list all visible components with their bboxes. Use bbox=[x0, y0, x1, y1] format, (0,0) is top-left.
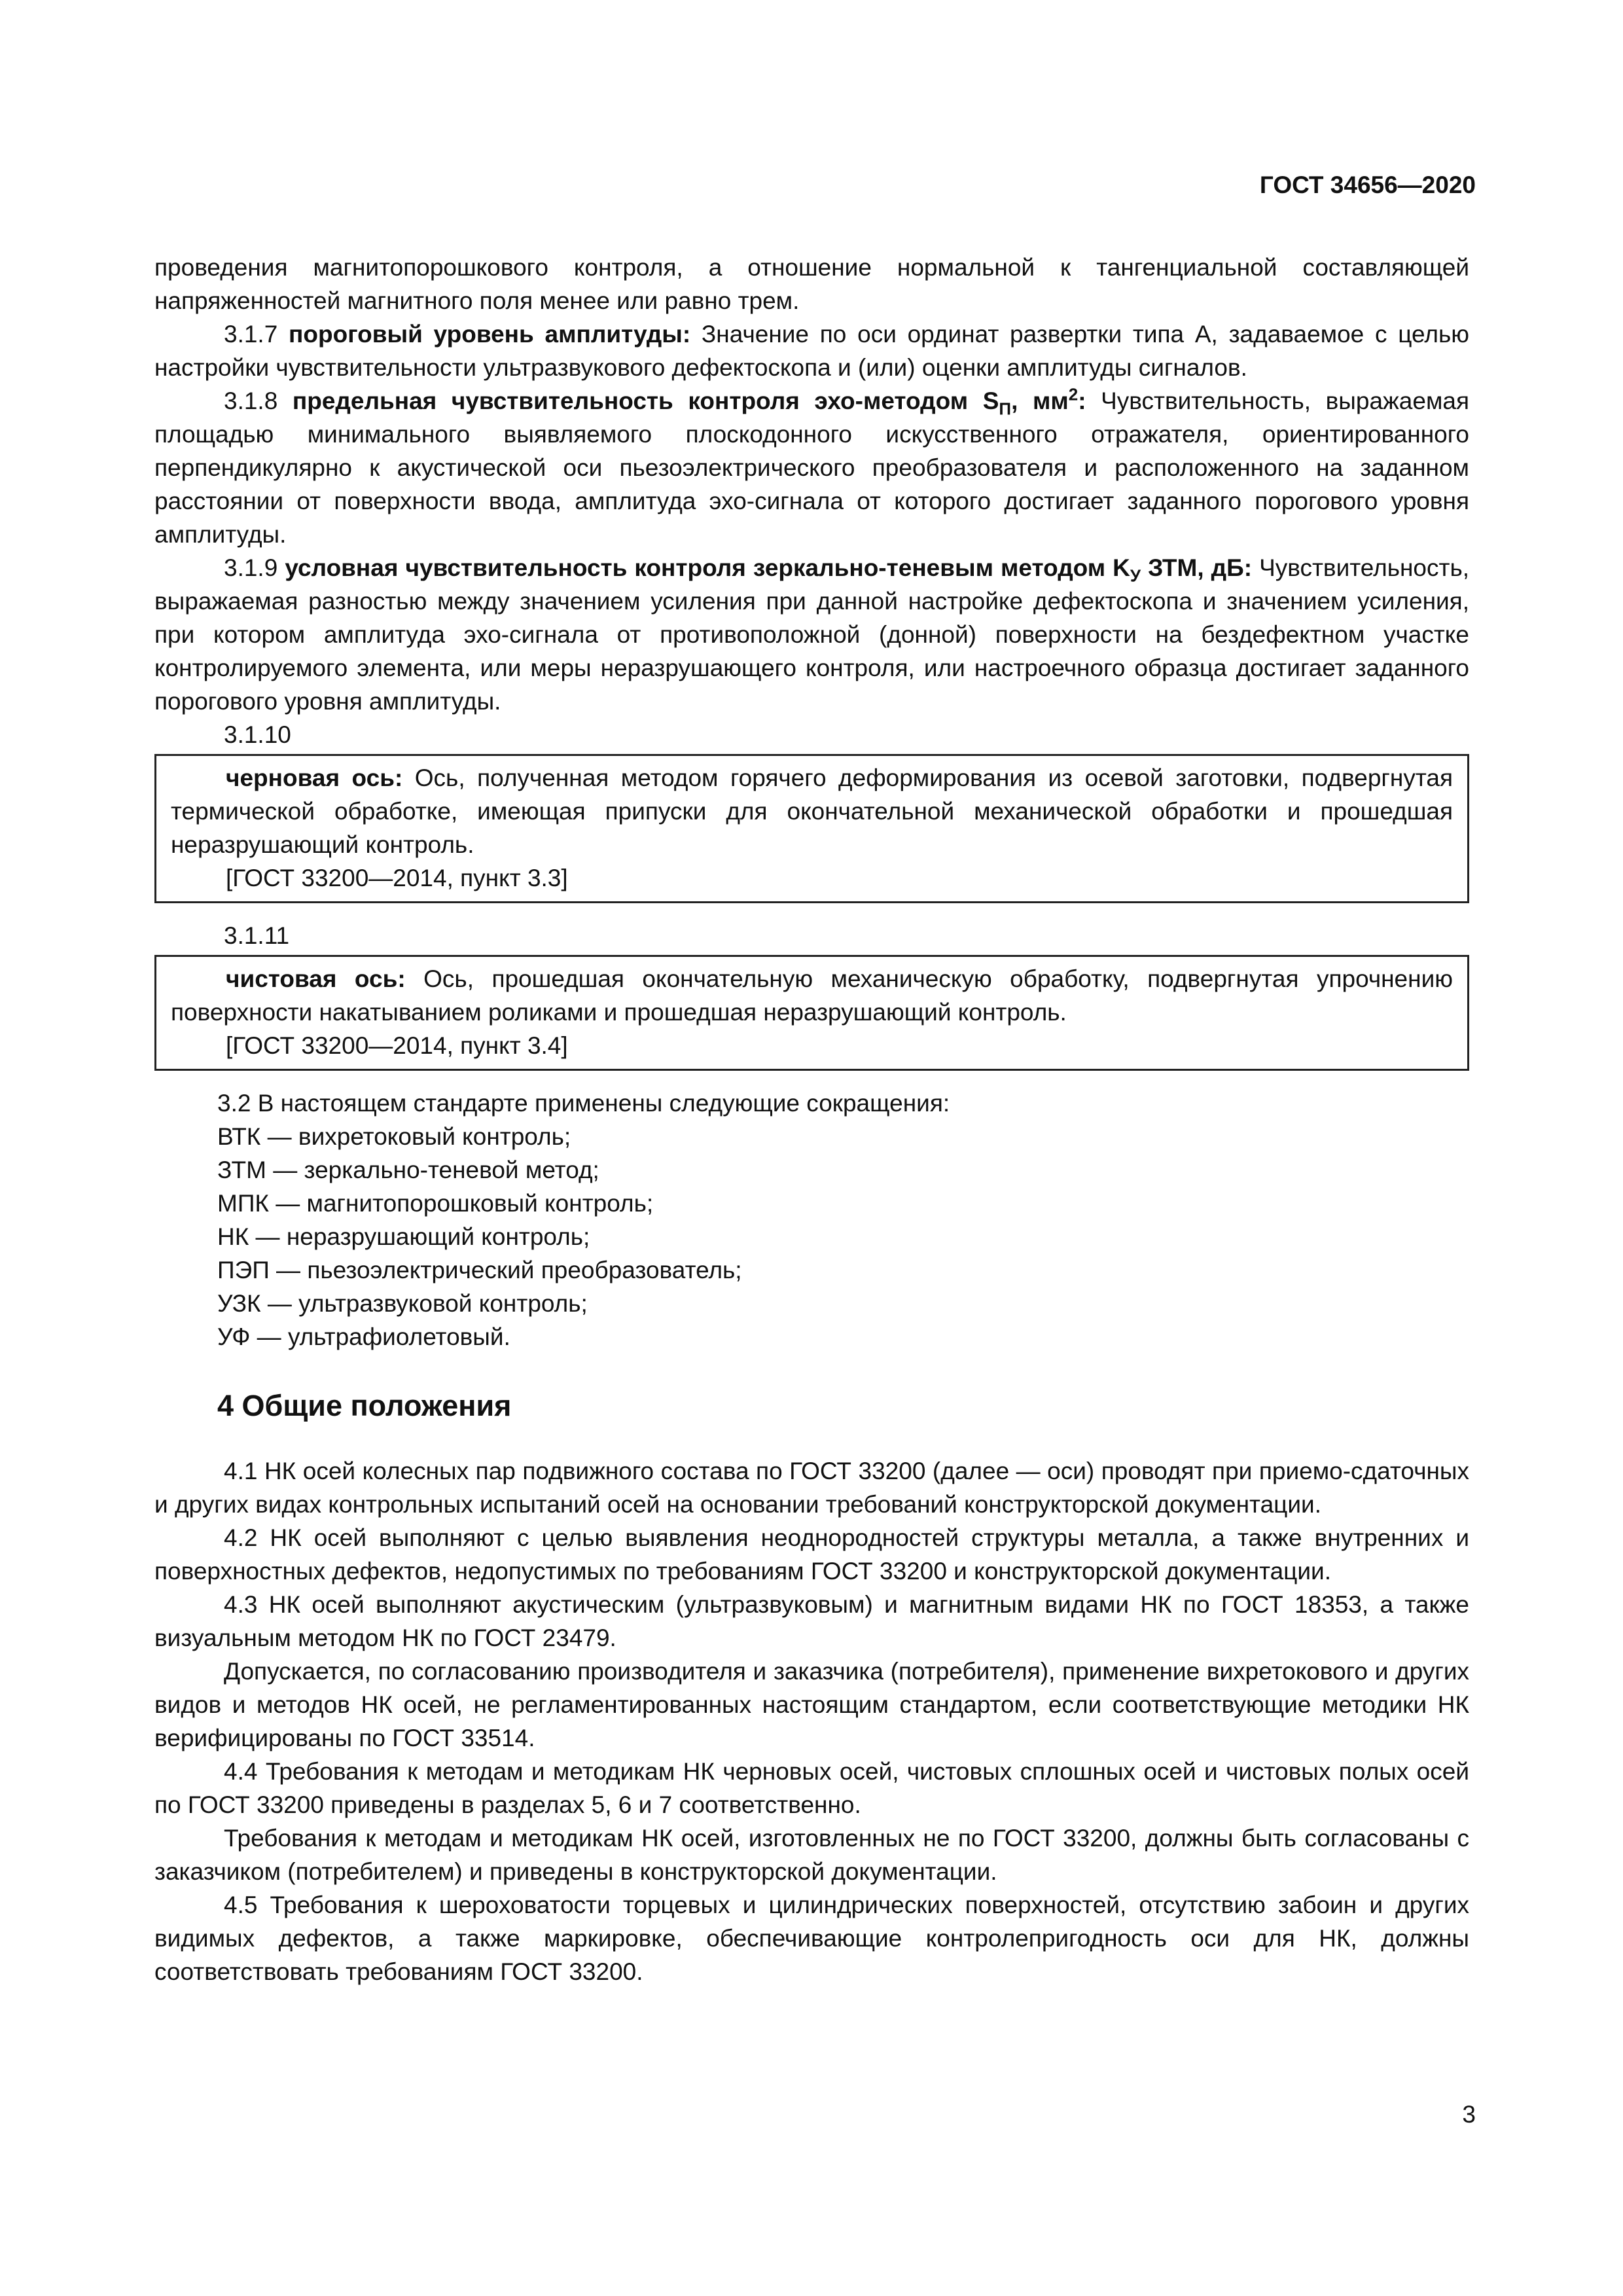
paragraph-4-2: 4.2 НК осей выполняют с целью выявления неоднородностей структуры металла, а также внутренних и поверхностных дефектов, недопустимых по требованиям ГОСТ 33200 и конструкторской документации. bbox=[154, 1524, 1469, 1585]
paragraph-4-5: 4.5 Требования к шероховатости торцевых и цилиндрических поверхностей, отсутствию забоин и других видимых дефектов, а также маркировке, обеспечивающие контролепригодность оси для НК, должны соответствовать требованиям ГОСТ 33200. bbox=[154, 1892, 1469, 1985]
term-box-3-1-10 bbox=[154, 754, 1469, 903]
list-item: ВТК — вихретоковый контроль; bbox=[217, 1123, 571, 1150]
term-number: 3.1.9 bbox=[224, 554, 285, 581]
paragraph-4-1: 4.1 НК осей колесных пар подвижного состава по ГОСТ 33200 (далее — оси) проводят при приемо-сдаточных и других видах контрольных испытаний осей на основании требований конструкторской документации. bbox=[154, 1458, 1469, 1518]
list-item: НК — неразрушающий контроль; bbox=[217, 1223, 590, 1250]
term-source: [ГОСТ 33200—2014, пункт 3.4] bbox=[226, 1032, 568, 1059]
list-item: МПК — магнитопорошковый контроль; bbox=[217, 1190, 654, 1217]
list-item: ЗТМ — зеркально-теневой метод; bbox=[217, 1157, 599, 1183]
paragraph-4-3: 4.3 НК осей выполняют акустическим (ультразвуковым) и магнитным видами НК по ГОСТ 18353, а также визуальным методом НК по ГОСТ 23479. bbox=[154, 1591, 1469, 1651]
term-3-1-7 bbox=[154, 317, 1469, 384]
term-box-3-1-11 bbox=[154, 955, 1469, 1071]
paragraph-4-3-allowance: Допускается, по согласованию производителя и заказчика (потребителя), применение вихретокового и других видов и методов НК осей, не регламентированных настоящим стандартом, если соответствующие методики НК верифицированы по ГОСТ 33514. bbox=[154, 1658, 1469, 1751]
term-definition: Чувствительность, выражаемая площадью минимального выявляемого плоскодонного искусственного отражателя, ориентированного перпендикулярно к акустической оси пьезоэлектрического преобразователя и расположенного на заданном расстоянии от поверхности ввода, амплитуда эхо-сигнала от которого достигает заданного порогового уровня амплитуды. bbox=[154, 387, 1469, 548]
term-number: 3.1.8 bbox=[224, 387, 293, 414]
term-3-1-8 bbox=[154, 384, 1469, 551]
term-name: условная чувствительность контроля зеркально-теневым методом $K_У$ ЗТМ, дБ: bbox=[285, 554, 1253, 586]
term-number-3-1-11: 3.1.11 bbox=[224, 922, 290, 949]
term-source: [ГОСТ 33200—2014, пункт 3.3] bbox=[226, 865, 568, 891]
term-definition: Значение по оси ординат развертки типа А, задаваемое с целью настройки чувствительности ультразвукового дефектоскопа и (или) оценки амплитуды сигналов. bbox=[154, 321, 1469, 381]
term-number: 3.1.7 bbox=[224, 321, 289, 348]
paragraph-4-4-requirements: Требования к методам и методикам НК осей, изготовленных не по ГОСТ 33200, должны быть согласованы с заказчиком (потребителем) и приведены в конструкторской документации. bbox=[154, 1825, 1469, 1885]
list-item: ПЭП — пьезоэлектрический преобразователь; bbox=[217, 1257, 742, 1283]
term-name: пороговый уровень амплитуды: bbox=[289, 321, 691, 348]
term-3-1-9 bbox=[154, 551, 1469, 718]
term-name: чистовая ось: bbox=[226, 965, 406, 992]
list-item: УЗК — ультразвуковой контроль; bbox=[217, 1290, 588, 1317]
term-definition: Ось, прошедшая окончательную механическую обработку, подвергнутая упрочнению поверхности накатыванием роликами и прошедшая неразрушающий контроль. bbox=[171, 965, 1453, 1026]
page-number: 3 bbox=[1462, 2101, 1476, 2128]
term-number-3-1-10: 3.1.10 bbox=[224, 721, 291, 748]
continued-paragraph: проведения магнитопорошкового контроля, а отношение нормальной к тангенциальной составляющей напряженностей магнитного поля менее или равно трем. bbox=[154, 254, 1469, 314]
list-item: УФ — ультрафиолетовый. bbox=[217, 1323, 510, 1350]
term-definition: Ось, полученная методом горячего деформирования из осевой заготовки, подвергнутая термической обработке, имеющая припуски для окончательной механической обработки и прошедшая неразрушающий контроль. bbox=[171, 764, 1453, 858]
paragraph-4-4: 4.4 Требования к методам и методикам НК черновых осей, чистовых сплошных осей и чистовых полых осей по ГОСТ 33200 приведены в разделах 5, 6 и 7 соответственно. bbox=[154, 1758, 1469, 1818]
term-name: предельная чувствительность контроля эхо-методом $S_П$, $мм^2$: bbox=[292, 384, 1086, 419]
page-content bbox=[154, 251, 1469, 1988]
standard-number-header: ГОСТ 34656—2020 bbox=[1259, 171, 1476, 198]
term-name: черновая ось: bbox=[226, 764, 403, 791]
abbreviations-intro: 3.2 В настоящем стандарте применены следующие сокращения: bbox=[217, 1090, 950, 1117]
abbreviations-list bbox=[154, 1086, 1469, 1354]
term-definition: Чувствительность, выражаемая разностью между значением усиления при данной настройке дефектоскопа и значением усиления, при котором амплитуда эхо-сигнала от противоположной (донной) поверхности на бездефектном участке контролируемого элемента, или меры неразрушающего контроля, или настроечного образца достигает заданного порогового уровня амплитуды. bbox=[154, 554, 1470, 715]
section-heading: 4 Общие положения bbox=[217, 1389, 512, 1422]
